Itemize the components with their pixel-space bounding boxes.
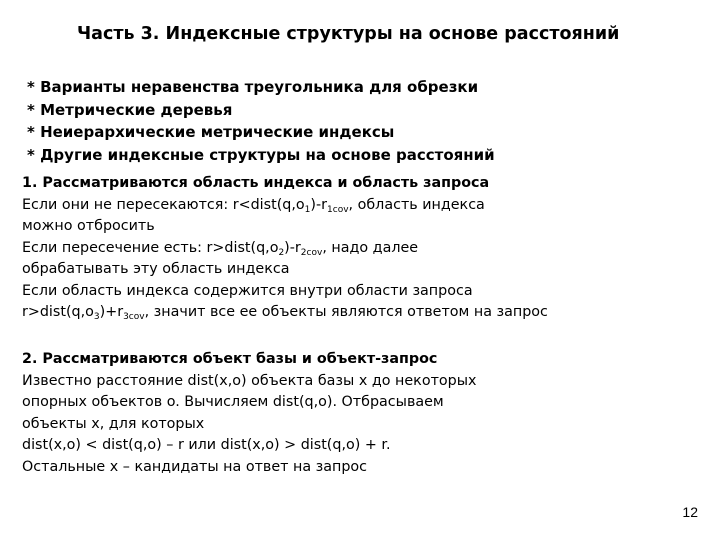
section-2-line: dist(x,o) < dist(q,o) – r или dist(x,o) > dist(q,o) + r. bbox=[22, 437, 391, 453]
section-1 bbox=[22, 173, 548, 324]
bullet-list bbox=[27, 76, 495, 167]
text-fragment: )+r bbox=[99, 304, 124, 320]
bullet-item: * Метрические деревья bbox=[27, 100, 233, 119]
section-2-line: объекты x, для которых bbox=[22, 415, 205, 432]
slide-title: Часть 3. Индексные структуры на основе расстояний bbox=[77, 24, 620, 44]
section-2-line: опорных объектов o. Вычисляем dist(q,o). Отбрасываем bbox=[22, 394, 444, 410]
bullet-item: * Варианты неравенства треугольника для обрезки bbox=[27, 78, 479, 96]
section-1-line-4: обрабатывать эту область индекса bbox=[22, 261, 290, 277]
text-fragment: , надо далее bbox=[322, 239, 419, 256]
section-2-line: Остальные x – кандидаты на ответ на запрос bbox=[22, 458, 368, 475]
bullet-item: * Неиерархические метрические индексы bbox=[27, 123, 395, 142]
subscript: 2cov bbox=[300, 247, 323, 258]
text-fragment: )-r bbox=[284, 239, 301, 256]
text-fragment: , значит все ее объекты являются ответом на запрос bbox=[144, 304, 548, 320]
text-fragment: , область индекса bbox=[348, 196, 485, 213]
text-fragment: )-r bbox=[310, 196, 328, 213]
section-2-heading: 2. Рассматриваются объект базы и объект-запрос bbox=[22, 351, 438, 367]
page-number: 12 bbox=[682, 504, 698, 520]
section-1-heading: 1. Рассматриваются область индекса и область запроса bbox=[22, 175, 490, 191]
section-2-line: Известно расстояние dist(x,o) объекта базы x до некоторых bbox=[22, 372, 477, 389]
section-2 bbox=[22, 349, 476, 478]
section-1-line-2: можно отбросить bbox=[22, 218, 155, 234]
text-fragment: r>dist(q,o bbox=[22, 304, 94, 320]
section-1-line-6 bbox=[22, 302, 548, 324]
text-fragment: Если они не пересекаются: r<dist(q,o bbox=[22, 196, 305, 213]
section-1-line-1 bbox=[22, 195, 548, 217]
subscript: 1cov bbox=[327, 204, 349, 215]
bullet-item: * Другие индексные структуры на основе расстояний bbox=[27, 146, 495, 165]
section-1-line-3 bbox=[22, 238, 548, 260]
subscript: 3 bbox=[93, 312, 100, 322]
subscript: 2 bbox=[278, 247, 285, 258]
text-fragment: Если пересечение есть: r>dist(q,o bbox=[22, 239, 279, 256]
subscript: 3cov bbox=[123, 312, 145, 322]
section-1-line-5: Если область индекса содержится внутри области запроса bbox=[22, 282, 473, 299]
subscript: 1 bbox=[304, 204, 311, 215]
